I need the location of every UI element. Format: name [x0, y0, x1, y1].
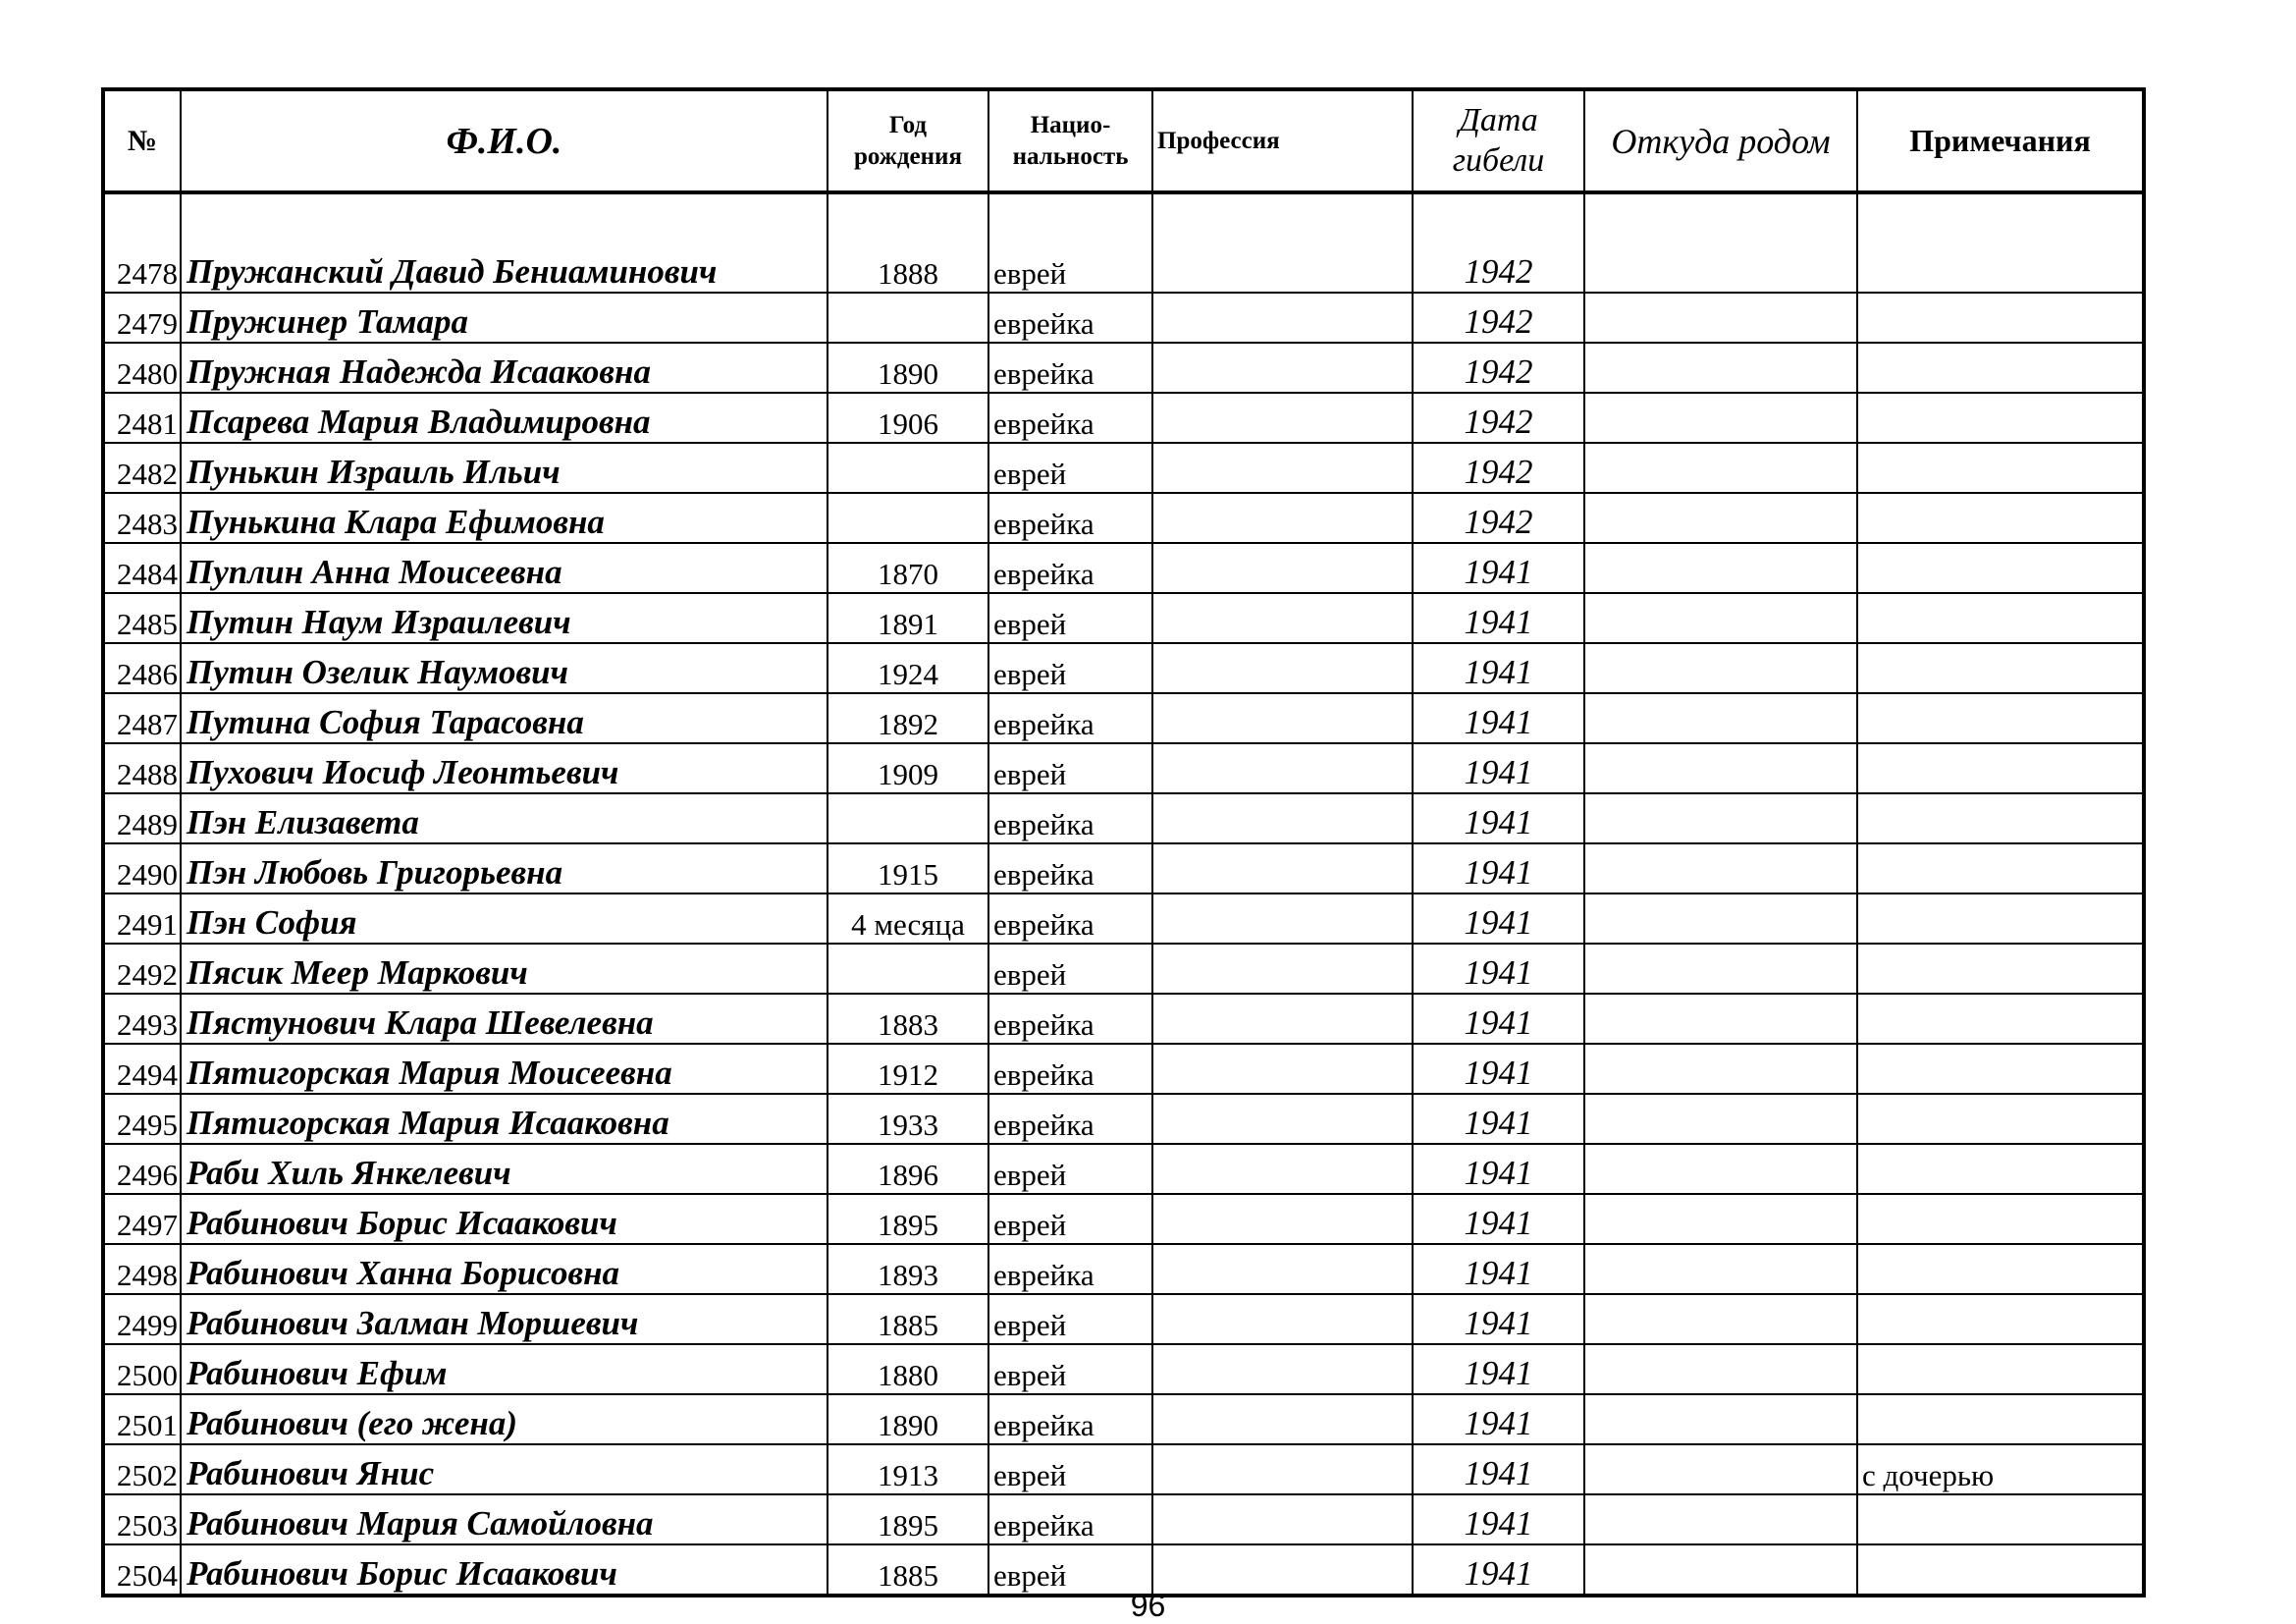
cell-origin: [1584, 1094, 1857, 1144]
cell-nationality: еврейка: [988, 1244, 1152, 1294]
cell-profession: [1152, 443, 1413, 493]
header-nationality: [988, 89, 1152, 192]
cell-name: Пунькин Израиль Ильич: [181, 443, 828, 493]
cell-nationality: еврейка: [988, 1394, 1152, 1444]
table-row: [103, 443, 2144, 493]
cell-num: 2480: [103, 343, 181, 393]
cell-note: [1857, 1394, 2144, 1444]
cell-death-date: 1942: [1413, 343, 1584, 393]
cell-name: Пружанский Давид Бениаминович: [181, 192, 828, 293]
cell-note: [1857, 1344, 2144, 1394]
cell-profession: [1152, 1094, 1413, 1144]
cell-birth-year: 1909: [828, 743, 988, 793]
cell-name: Рабинович Мария Самойловна: [181, 1494, 828, 1544]
cell-nationality: еврей: [988, 643, 1152, 693]
cell-nationality: еврей: [988, 1194, 1152, 1244]
table-row: [103, 493, 2144, 543]
cell-name: Рабинович Янис: [181, 1444, 828, 1494]
cell-origin: [1584, 1444, 1857, 1494]
cell-note: [1857, 593, 2144, 643]
cell-note: [1857, 1094, 2144, 1144]
cell-profession: [1152, 1144, 1413, 1194]
cell-num: 2500: [103, 1344, 181, 1394]
cell-origin: [1584, 293, 1857, 343]
cell-profession: [1152, 994, 1413, 1044]
table-row: [103, 1394, 2144, 1444]
cell-num: 2504: [103, 1544, 181, 1596]
cell-birth-year: 1885: [828, 1544, 988, 1596]
cell-nationality: еврейка: [988, 493, 1152, 543]
cell-death-date: 1941: [1413, 1144, 1584, 1194]
cell-name: Пухович Иосиф Леонтьевич: [181, 743, 828, 793]
cell-nationality: еврей: [988, 743, 1152, 793]
victims-table: [101, 87, 2146, 1597]
cell-origin: [1584, 944, 1857, 994]
cell-birth-year: 1883: [828, 994, 988, 1044]
cell-note: [1857, 793, 2144, 843]
cell-origin: [1584, 1344, 1857, 1394]
cell-death-date: 1941: [1413, 1194, 1584, 1244]
cell-profession: [1152, 1344, 1413, 1394]
cell-death-date: 1941: [1413, 743, 1584, 793]
cell-birth-year: 1880: [828, 1344, 988, 1394]
cell-name: Пэн Елизавета: [181, 793, 828, 843]
cell-note: [1857, 192, 2144, 293]
cell-name: Рабинович Залман Моршевич: [181, 1294, 828, 1344]
cell-origin: [1584, 994, 1857, 1044]
cell-death-date: 1942: [1413, 443, 1584, 493]
cell-birth-year: 1924: [828, 643, 988, 693]
cell-num: 2487: [103, 693, 181, 743]
cell-nationality: еврей: [988, 944, 1152, 994]
cell-origin: [1584, 1244, 1857, 1294]
cell-nationality: еврей: [988, 1444, 1152, 1494]
cell-birth-year: 1912: [828, 1044, 988, 1094]
cell-num: 2503: [103, 1494, 181, 1544]
cell-num: 2481: [103, 393, 181, 443]
cell-profession: [1152, 1194, 1413, 1244]
cell-death-date: 1942: [1413, 493, 1584, 543]
cell-birth-year: 1888: [828, 192, 988, 293]
header-nationality-line1: Нацио-: [1030, 112, 1111, 139]
table-row: [103, 693, 2144, 743]
cell-nationality: еврейка: [988, 343, 1152, 393]
cell-num: 2483: [103, 493, 181, 543]
cell-profession: [1152, 944, 1413, 994]
cell-name: Пэн София: [181, 893, 828, 944]
cell-death-date: 1941: [1413, 1494, 1584, 1544]
cell-origin: [1584, 793, 1857, 843]
cell-nationality: еврей: [988, 1544, 1152, 1596]
cell-profession: [1152, 1394, 1413, 1444]
cell-num: 2497: [103, 1194, 181, 1244]
table-row: [103, 643, 2144, 693]
cell-origin: [1584, 843, 1857, 893]
cell-note: [1857, 443, 2144, 493]
table-row: [103, 593, 2144, 643]
cell-nationality: еврейка: [988, 1094, 1152, 1144]
cell-death-date: 1941: [1413, 1244, 1584, 1294]
cell-death-date: 1941: [1413, 843, 1584, 893]
page-number: 96: [1130, 1588, 1166, 1623]
cell-death-date: 1941: [1413, 1344, 1584, 1394]
cell-birth-year: 1933: [828, 1094, 988, 1144]
cell-num: 2478: [103, 192, 181, 293]
cell-origin: [1584, 493, 1857, 543]
cell-name: Рабинович Борис Исаакович: [181, 1544, 828, 1596]
cell-birth-year: 1895: [828, 1194, 988, 1244]
table-row: [103, 1094, 2144, 1144]
cell-birth-year: 1870: [828, 543, 988, 593]
cell-name: Пунькина Клара Ефимовна: [181, 493, 828, 543]
cell-profession: [1152, 1294, 1413, 1344]
table-row: [103, 1344, 2144, 1394]
cell-nationality: еврейка: [988, 543, 1152, 593]
table-body: [103, 192, 2144, 1596]
table-row: [103, 743, 2144, 793]
cell-origin: [1584, 393, 1857, 443]
cell-num: 2493: [103, 994, 181, 1044]
cell-death-date: 1942: [1413, 293, 1584, 343]
cell-note: [1857, 393, 2144, 443]
table-row: [103, 843, 2144, 893]
header-origin: Откуда родом: [1584, 89, 1857, 192]
cell-profession: [1152, 843, 1413, 893]
cell-name: Пружная Надежда Исааковна: [181, 343, 828, 393]
cell-nationality: еврейка: [988, 793, 1152, 843]
cell-death-date: 1941: [1413, 1444, 1584, 1494]
cell-name: Рабинович (его жена): [181, 1394, 828, 1444]
cell-num: 2486: [103, 643, 181, 693]
cell-nationality: еврейка: [988, 994, 1152, 1044]
cell-death-date: 1941: [1413, 543, 1584, 593]
cell-birth-year: 4 месяца: [828, 893, 988, 944]
cell-num: 2482: [103, 443, 181, 493]
cell-note: с дочерью: [1857, 1444, 2144, 1494]
cell-birth-year: 1891: [828, 593, 988, 643]
cell-num: 2499: [103, 1294, 181, 1344]
cell-birth-year: 1906: [828, 393, 988, 443]
cell-note: [1857, 643, 2144, 693]
header-row: [103, 89, 2144, 192]
cell-birth-year: 1890: [828, 343, 988, 393]
cell-note: [1857, 1244, 2144, 1294]
header-profession: Профессия: [1152, 89, 1413, 192]
cell-profession: [1152, 543, 1413, 593]
cell-origin: [1584, 1194, 1857, 1244]
cell-num: 2501: [103, 1394, 181, 1444]
cell-name: Рабинович Борис Исаакович: [181, 1194, 828, 1244]
table-row: [103, 944, 2144, 994]
cell-death-date: 1941: [1413, 1394, 1584, 1444]
cell-profession: [1152, 343, 1413, 393]
cell-origin: [1584, 1294, 1857, 1344]
table-row: [103, 293, 2144, 343]
cell-death-date: 1941: [1413, 994, 1584, 1044]
table-row: [103, 1244, 2144, 1294]
cell-num: 2484: [103, 543, 181, 593]
table-row: [103, 343, 2144, 393]
cell-death-date: 1941: [1413, 693, 1584, 743]
cell-num: 2491: [103, 893, 181, 944]
cell-num: 2494: [103, 1044, 181, 1094]
cell-origin: [1584, 1394, 1857, 1444]
cell-note: [1857, 1044, 2144, 1094]
cell-origin: [1584, 443, 1857, 493]
cell-note: [1857, 994, 2144, 1044]
cell-note: [1857, 944, 2144, 994]
cell-profession: [1152, 1044, 1413, 1094]
cell-origin: [1584, 543, 1857, 593]
cell-note: [1857, 843, 2144, 893]
cell-profession: [1152, 293, 1413, 343]
cell-name: Рабинович Ханна Борисовна: [181, 1244, 828, 1294]
cell-num: 2485: [103, 593, 181, 643]
cell-death-date: 1941: [1413, 593, 1584, 643]
cell-birth-year: 1892: [828, 693, 988, 743]
cell-origin: [1584, 1044, 1857, 1094]
cell-birth-year: 1890: [828, 1394, 988, 1444]
cell-name: Путин Наум Израилевич: [181, 593, 828, 643]
cell-origin: [1584, 343, 1857, 393]
cell-note: [1857, 743, 2144, 793]
cell-birth-year: [828, 944, 988, 994]
header-birth-year-line2: рождения: [854, 142, 962, 170]
cell-note: [1857, 1144, 2144, 1194]
cell-name: Псарева Мария Владимировна: [181, 393, 828, 443]
cell-profession: [1152, 1494, 1413, 1544]
cell-nationality: еврей: [988, 1344, 1152, 1394]
cell-nationality: еврей: [988, 1294, 1152, 1344]
cell-num: 2495: [103, 1094, 181, 1144]
cell-death-date: 1941: [1413, 1544, 1584, 1596]
cell-origin: [1584, 693, 1857, 743]
cell-name: Путин Озелик Наумович: [181, 643, 828, 693]
cell-birth-year: 1893: [828, 1244, 988, 1294]
cell-death-date: 1941: [1413, 1094, 1584, 1144]
header-num: №: [103, 89, 181, 192]
cell-nationality: еврейка: [988, 893, 1152, 944]
table-row: [103, 1444, 2144, 1494]
table-row: [103, 1494, 2144, 1544]
cell-birth-year: 1915: [828, 843, 988, 893]
cell-profession: [1152, 693, 1413, 743]
cell-name: Пуплин Анна Моисеевна: [181, 543, 828, 593]
cell-profession: [1152, 393, 1413, 443]
header-birth-year-line1: Год: [888, 112, 928, 139]
cell-profession: [1152, 893, 1413, 944]
table-row: [103, 1144, 2144, 1194]
cell-birth-year: 1896: [828, 1144, 988, 1194]
cell-name: Пружинер Тамара: [181, 293, 828, 343]
cell-name: Пястунович Клара Шевелевна: [181, 994, 828, 1044]
cell-num: 2489: [103, 793, 181, 843]
cell-nationality: еврейка: [988, 843, 1152, 893]
cell-name: Пэн Любовь Григорьевна: [181, 843, 828, 893]
header-notes: Примечания: [1857, 89, 2144, 192]
cell-death-date: 1941: [1413, 893, 1584, 944]
cell-nationality: еврей: [988, 1144, 1152, 1194]
cell-death-date: 1941: [1413, 793, 1584, 843]
cell-origin: [1584, 593, 1857, 643]
cell-death-date: 1941: [1413, 643, 1584, 693]
cell-note: [1857, 893, 2144, 944]
cell-nationality: еврейка: [988, 693, 1152, 743]
cell-note: [1857, 693, 2144, 743]
table-row: [103, 1294, 2144, 1344]
cell-profession: [1152, 793, 1413, 843]
cell-origin: [1584, 1144, 1857, 1194]
cell-num: 2502: [103, 1444, 181, 1494]
cell-origin: [1584, 893, 1857, 944]
table-row: [103, 793, 2144, 843]
cell-name: Пясик Меер Маркович: [181, 944, 828, 994]
cell-note: [1857, 293, 2144, 343]
cell-birth-year: 1885: [828, 1294, 988, 1344]
cell-name: Раби Хиль Янкелевич: [181, 1144, 828, 1194]
cell-nationality: еврейка: [988, 1044, 1152, 1094]
header-death-date-line2: гибели: [1452, 141, 1545, 179]
cell-name: Пятигорская Мария Моисеевна: [181, 1044, 828, 1094]
cell-nationality: еврей: [988, 192, 1152, 293]
cell-profession: [1152, 192, 1413, 293]
header-nationality-line2: нальность: [1012, 142, 1129, 170]
table-row: [103, 994, 2144, 1044]
cell-profession: [1152, 593, 1413, 643]
cell-name: Рабинович Ефим: [181, 1344, 828, 1394]
cell-profession: [1152, 493, 1413, 543]
cell-note: [1857, 493, 2144, 543]
cell-note: [1857, 1194, 2144, 1244]
header-birth-year: [828, 89, 988, 192]
cell-num: 2498: [103, 1244, 181, 1294]
cell-death-date: 1941: [1413, 1044, 1584, 1094]
cell-death-date: 1941: [1413, 1294, 1584, 1344]
cell-note: [1857, 1294, 2144, 1344]
cell-nationality: еврей: [988, 443, 1152, 493]
table-row: [103, 1044, 2144, 1094]
cell-name: Пятигорская Мария Исааковна: [181, 1094, 828, 1144]
cell-num: 2479: [103, 293, 181, 343]
table-row: [103, 893, 2144, 944]
cell-birth-year: [828, 293, 988, 343]
cell-nationality: еврейка: [988, 393, 1152, 443]
cell-death-date: 1941: [1413, 944, 1584, 994]
header-death-date: [1413, 89, 1584, 192]
cell-birth-year: [828, 493, 988, 543]
cell-note: [1857, 1494, 2144, 1544]
cell-nationality: еврей: [988, 593, 1152, 643]
cell-origin: [1584, 192, 1857, 293]
cell-death-date: 1942: [1413, 192, 1584, 293]
cell-profession: [1152, 743, 1413, 793]
cell-num: 2490: [103, 843, 181, 893]
cell-profession: [1152, 1444, 1413, 1494]
cell-origin: [1584, 1494, 1857, 1544]
cell-birth-year: 1913: [828, 1444, 988, 1494]
cell-note: [1857, 343, 2144, 393]
cell-profession: [1152, 1244, 1413, 1294]
table-row: [103, 192, 2144, 293]
table-row: [103, 393, 2144, 443]
table-row: [103, 543, 2144, 593]
cell-birth-year: [828, 793, 988, 843]
cell-birth-year: 1895: [828, 1494, 988, 1544]
cell-name: Путина София Тарасовна: [181, 693, 828, 743]
cell-nationality: еврейка: [988, 293, 1152, 343]
cell-nationality: еврейка: [988, 1494, 1152, 1544]
cell-birth-year: [828, 443, 988, 493]
cell-profession: [1152, 643, 1413, 693]
header-death-date-line1: Дата: [1459, 101, 1538, 138]
header-fio: Ф.И.О.: [181, 89, 828, 192]
cell-note: [1857, 543, 2144, 593]
cell-num: 2496: [103, 1144, 181, 1194]
cell-origin: [1584, 743, 1857, 793]
cell-death-date: 1942: [1413, 393, 1584, 443]
cell-origin: [1584, 643, 1857, 693]
cell-num: 2488: [103, 743, 181, 793]
table-row: [103, 1194, 2144, 1244]
cell-num: 2492: [103, 944, 181, 994]
